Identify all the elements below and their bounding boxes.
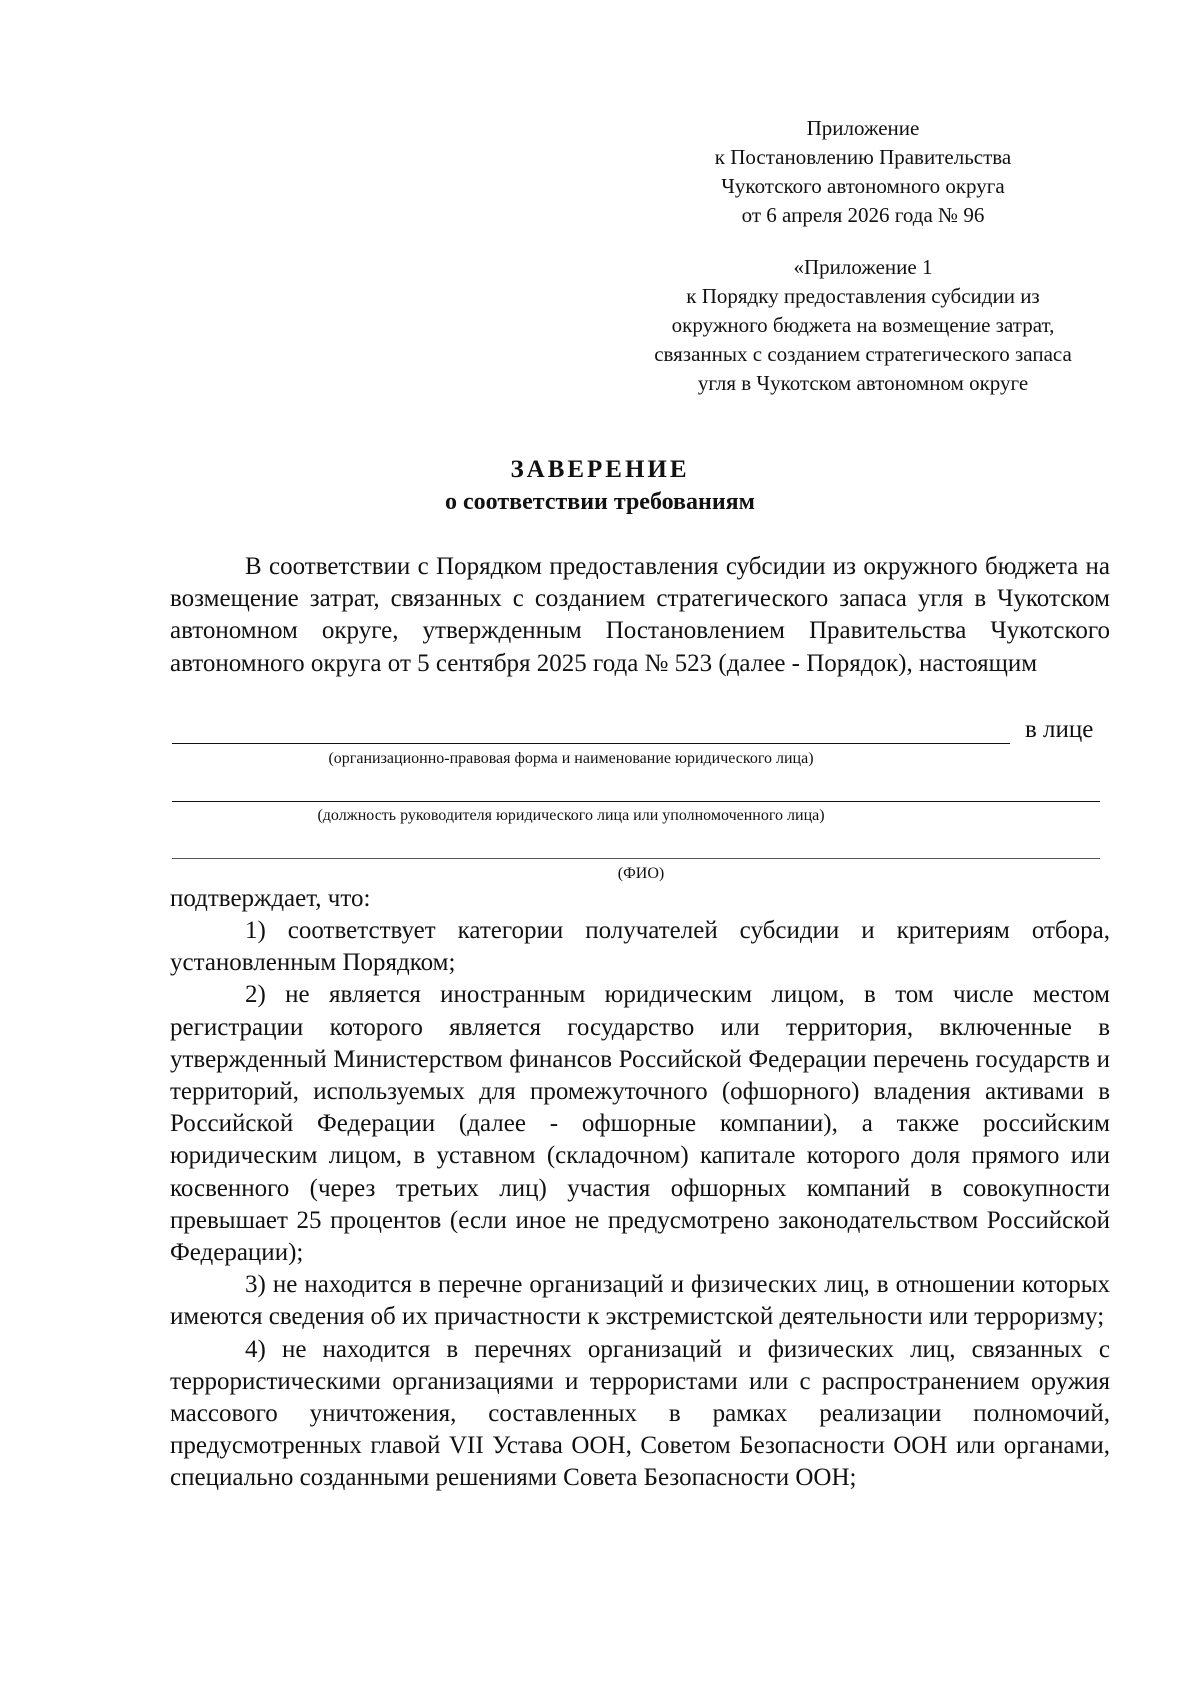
- annex-sub-line: к Порядку предоставления субсидии из: [686, 284, 1040, 308]
- position-caption: (должность руководителя юридического лица или уполномоченного лица): [317, 807, 825, 824]
- annex-header-line: Чукотского автономного округа: [721, 174, 1005, 198]
- intro-paragraph: В соответствии с Порядком предоставления субсидии из окружного бюджета на возмещение затрат, связанных с созданием стратегического запаса угля в Чукотском автономном округе, утвержденным Постановлением Правительства Чукотского автономного округа от 5 сентября 2025 года № 523 (далее - Порядок), настоящим: [170, 553, 1110, 677]
- requirement-item: 2) не является иностранным юридическим лицом, в том числе местом регистрации которого является государство или территория, включенные в утвержденный Министерством финансов Российской Федерации перечень государств и территорий, используемых для промежуточного (офшорного) владения активами в Российской Федерации (далее - офшорные компании), а также российским юридическим лицом, в уставном (складочном) капитале которого доля прямого или косвенного (через третьих лиц) участия офшорных компаний в совокупности превышает 25 процентов (если иное не предусмотрено законодательством Российской Федерации);: [170, 981, 1110, 1267]
- annex-sub-line: «Приложение 1: [793, 255, 933, 279]
- annex-sub-line: связанных с созданием стратегического запаса: [654, 342, 1072, 366]
- org-name-caption: (организационно-правовая форма и наименование юридического лица): [328, 750, 814, 767]
- fio-caption: (ФИО): [617, 865, 665, 882]
- annex-header: [643, 114, 1083, 230]
- annex-sub-header: [623, 253, 1103, 398]
- annex-sub-line: угля в Чукотском автономном округе: [697, 371, 1029, 395]
- in-face-label: в лице: [1025, 716, 1094, 743]
- document-subtitle: о соответствии требованиям: [445, 489, 755, 515]
- document-title: ЗАВЕРЕНИЕ: [510, 456, 690, 483]
- requirement-item: 4) не находится в перечнях организаций и физических лиц, связанных с террористическими организациями и террористами или с распространением оружия массового уничтожения, составленных в рамках реализации полномочий, предусмотренных главой VII Устава ООН, Советом Безопасности ООН или органами, специально созданными решениями Совета Безопасности ООН;: [170, 1335, 1110, 1492]
- confirms-text: подтверждает, что:: [170, 885, 371, 912]
- requirements-list: [170, 915, 1110, 1495]
- annex-header-line: к Постановлению Правительства: [714, 145, 1012, 169]
- annex-header-line: Приложение: [806, 116, 920, 140]
- fio-fill-line[interactable]: [172, 858, 1100, 859]
- org-name-fill-line[interactable]: [172, 743, 1010, 744]
- requirement-item: 1) соответствует категории получателей субсидии и критериям отбора, установленным Порядком;: [170, 917, 1110, 977]
- annex-sub-line: окружного бюджета на возмещение затрат,: [671, 313, 1055, 337]
- annex-header-line: от 6 апреля 2026 года № 96: [741, 203, 985, 227]
- position-fill-line[interactable]: [172, 801, 1100, 802]
- requirement-item: 3) не находится в перечне организаций и физических лиц, в отношении которых имеются сведения об их причастности к экстремистской деятельности или терроризму;: [170, 1271, 1110, 1331]
